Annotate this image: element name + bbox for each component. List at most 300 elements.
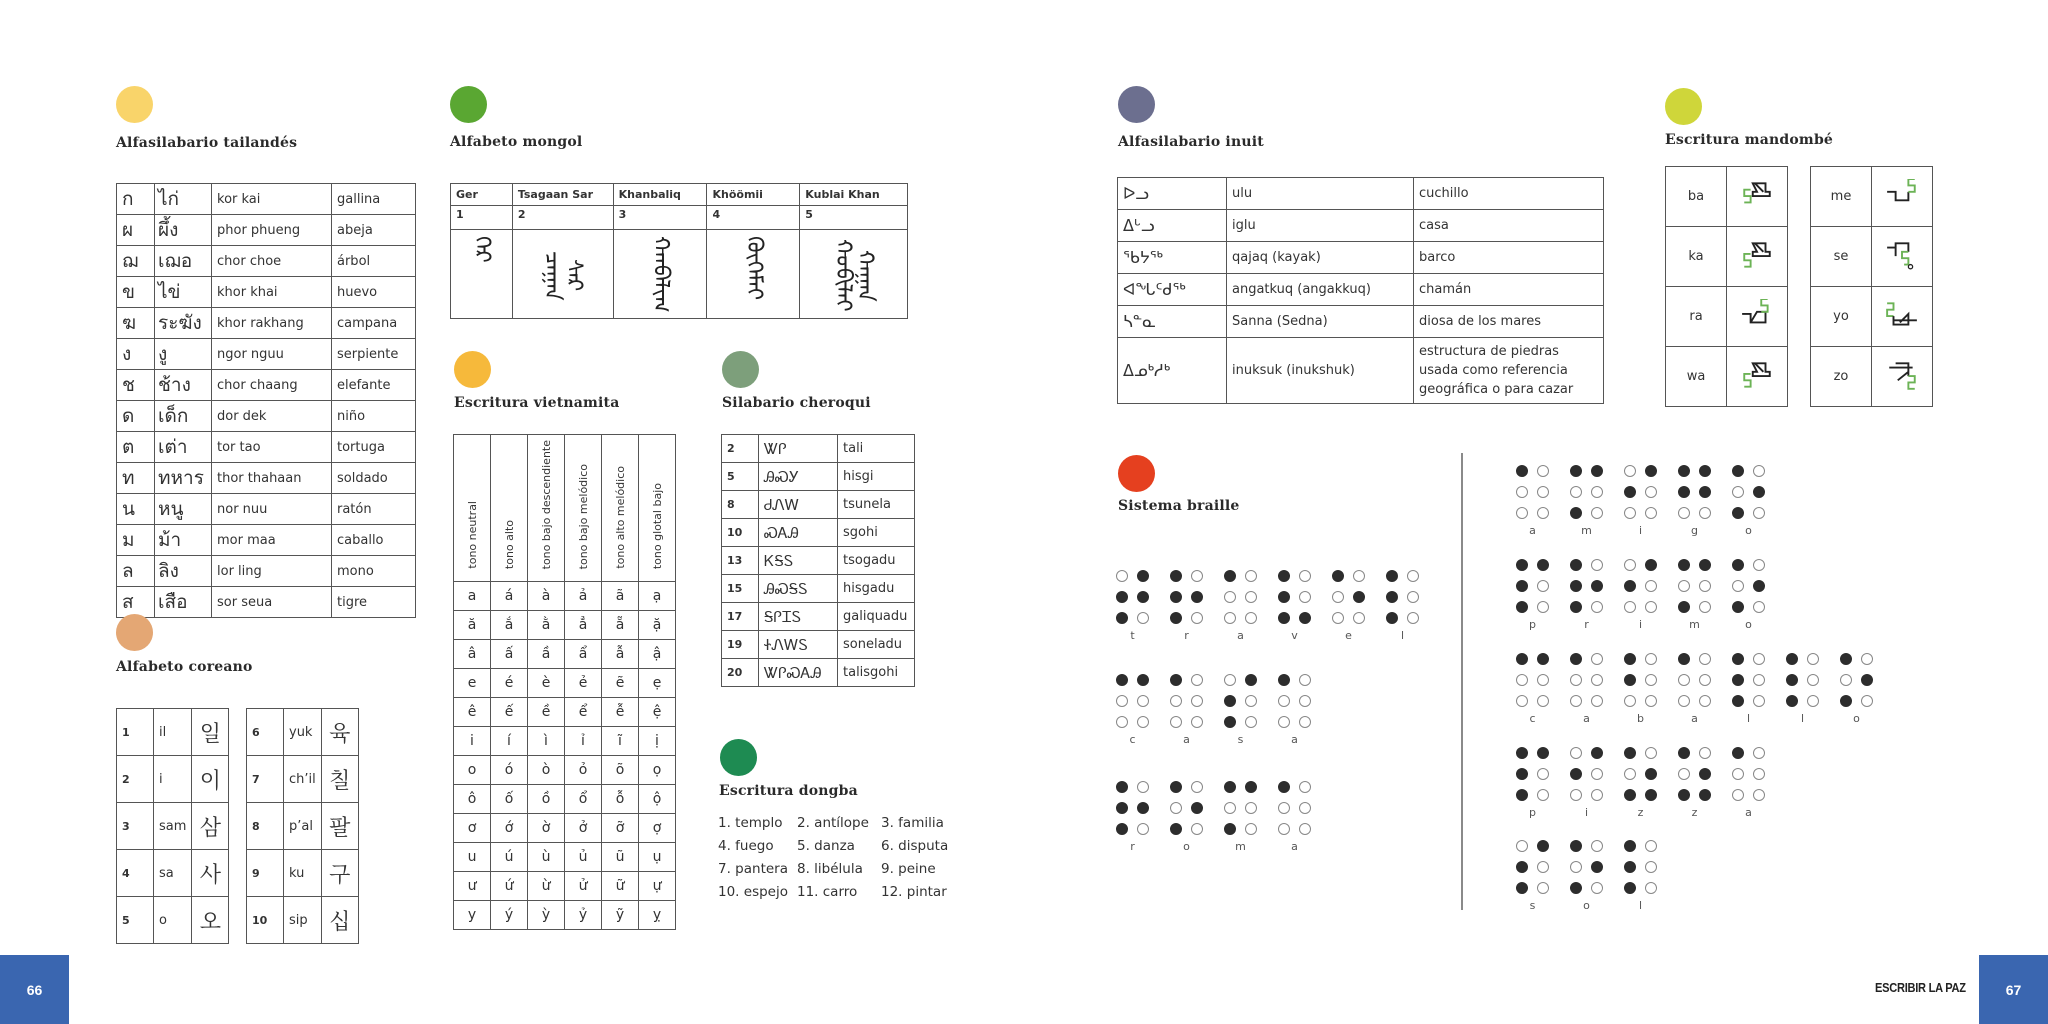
inuit-syllabics: ᖃᔭᖅ [1118,242,1227,274]
braille-dot-flat [1624,768,1636,780]
braille-dot-raised [1516,861,1528,873]
mongol-script-row [451,230,908,319]
braille-dot-flat [1537,601,1549,613]
dongba-item: 10. espejo [718,884,788,900]
braille-dot-raised [1624,653,1636,665]
braille-dot-raised [1699,559,1711,571]
braille-dot-raised [1570,768,1582,780]
mandombe-syllable: ka [1666,227,1727,287]
mandombe-syllable: zo [1811,347,1872,407]
braille-cell [1278,781,1332,853]
vietnam-tone-label: tono bajo descendiente [539,439,553,569]
vietnam-vowel: ễ [602,698,639,727]
braille-dot-raised [1170,570,1182,582]
vietnam-tone-label: tono neutral [465,501,479,569]
mandombe-row [1811,167,1933,227]
vietnam-vowel: ừ [528,872,565,901]
braille-dot-flat [1591,840,1603,852]
thai-letter: ผ [117,215,155,246]
braille-dot-flat [1516,840,1528,852]
braille-letter: o [1583,899,1590,912]
braille-divider [1461,453,1463,910]
cherokee-syllabary: ᏧᏁᎳ [759,491,838,519]
braille-dot-flat [1645,580,1657,592]
mongol-number: 2 [512,206,613,230]
mongol-word-header: Kublai Khan [800,184,908,206]
vietnam-vowel: ể [565,698,602,727]
inuit-meaning: chamán [1414,274,1604,306]
braille-letter: o [1745,618,1752,631]
braille-dot-raised [1386,612,1398,624]
vietnam-vowel: ủ [565,843,602,872]
braille-letter: m [1689,618,1700,631]
thai-row [117,370,416,401]
braille-dot-flat [1224,591,1236,603]
braille-dot-grid [1678,465,1711,519]
braille-letter: p [1529,618,1536,631]
vietnam-row [454,843,676,872]
braille-dot-flat [1861,695,1873,707]
braille-letter: a [1691,712,1698,725]
mongol-script: ᠬᠤᠪᠢᠯᠠᠢ ᠬᠠᠭᠠᠨ [830,239,878,312]
braille-dot-grid [1516,840,1549,894]
korean-number: 9 [247,850,284,897]
vietnam-vowel: ề [528,698,565,727]
braille-cell [1678,559,1732,631]
mandombe-glyph-cell [1872,167,1933,227]
braille-cell [1624,653,1678,725]
braille-dot-flat [1678,507,1690,519]
braille-dot-flat [1299,570,1311,582]
braille-dot-flat [1570,674,1582,686]
inuit-title: Alfasilabario inuit [1118,134,1264,150]
vietnam-row [454,901,676,930]
braille-dot-flat [1624,601,1636,613]
thai-letter: ฌ [117,246,155,277]
braille-dot-flat [1570,486,1582,498]
braille-letter: p [1529,806,1536,819]
braille-cell [1624,840,1678,912]
korean-number: 6 [247,709,284,756]
braille-letter: l [1746,712,1751,725]
korean-hangul: 구 [321,850,358,897]
braille-dot-flat [1570,695,1582,707]
braille-dot-grid [1570,653,1603,707]
cherokee-number: 5 [722,463,759,491]
vietnam-vowel: y [454,901,491,930]
braille-dot-raised [1591,747,1603,759]
braille-dot-grid [1516,747,1549,801]
inuit-word: Sanna (Sedna) [1227,306,1414,338]
braille-dot-grid [1516,653,1549,707]
korean-romanization: il [154,709,192,756]
vietnam-vowel: ứ [491,872,528,901]
braille-dot-raised [1224,716,1236,728]
vietnam-vowel: ỏ [565,756,602,785]
korean-row [117,709,229,756]
braille-letter: z [1691,806,1698,819]
vietnam-vowel: ò [528,756,565,785]
dongba-item: 11. carro [797,884,858,900]
thai-row [117,463,416,494]
braille-cell [1170,781,1224,853]
mongol-word-header: Khöömii [707,184,800,206]
braille-letter: o [1745,524,1752,537]
vietnam-row [454,669,676,698]
korean-romanization: p’al [284,803,322,850]
thai-row [117,277,416,308]
vietnam-vowel: ý [491,901,528,930]
cherokee-number: 17 [722,603,759,631]
vietnam-vowel: ữ [602,872,639,901]
thai-title: Alfasilabario tailandés [116,135,298,151]
korean-hangul: 오 [192,897,229,944]
dongba-item: 9. peine [881,861,936,877]
braille-dot-raised [1570,559,1582,571]
braille-dot-flat [1645,840,1657,852]
vietnam-vowel: ẳ [565,611,602,640]
thai-transliteration: lor ling [212,556,332,587]
braille-dot-raised [1278,612,1290,624]
mandombe-syllable: ra [1666,287,1727,347]
braille-dot-flat [1278,716,1290,728]
cherokee-syllabary: ᎯᏍᎦᏚ [759,575,838,603]
mandombe-row [1811,347,1933,407]
braille-letter: l [1400,629,1405,642]
inuit-syllabics: ᐃᒡᓗ [1118,210,1227,242]
braille-cell [1570,747,1624,819]
braille-cell [1732,465,1786,537]
braille-letter: o [1183,840,1190,853]
braille-dot-flat [1699,747,1711,759]
braille-dot-grid [1570,840,1603,894]
korean-number: 7 [247,756,284,803]
thai-word: ช้าง [155,370,212,401]
vietnam-row [454,640,676,669]
braille-dot-raised [1278,570,1290,582]
braille-dot-raised [1516,653,1528,665]
braille-dot-raised [1678,653,1690,665]
thai-letter: ล [117,556,155,587]
inuit-table [1117,177,1604,404]
braille-cell [1678,747,1732,819]
braille-letter: a [1291,733,1298,746]
braille-dot-flat [1537,789,1549,801]
korean-romanization: ku [284,850,322,897]
braille-dot-raised [1516,768,1528,780]
inuit-color-dot [1118,86,1155,123]
korean-romanization: sam [154,803,192,850]
braille-cell [1624,465,1678,537]
braille-cell [1516,840,1570,912]
braille-dot-flat [1137,823,1149,835]
braille-dot-flat [1645,601,1657,613]
thai-word: ทหาร [155,463,212,494]
vietnam-title: Escritura vietnamita [454,395,620,411]
cherokee-transliteration: hisgi [838,463,915,491]
braille-dot-flat [1537,882,1549,894]
mandombe-glyph [1740,239,1774,271]
mandombe-glyph-cell [1727,287,1788,347]
vietnam-vowel: ự [639,872,676,901]
cherokee-row [722,603,915,631]
mongol-script-cell [707,230,800,319]
braille-dot-raised [1170,823,1182,835]
vietnam-vowel: u [454,843,491,872]
braille-dot-flat [1591,601,1603,613]
braille-word [1516,840,1678,912]
braille-dot-flat [1191,612,1203,624]
braille-dot-flat [1299,802,1311,814]
braille-dot-flat [1645,507,1657,519]
thai-meaning: serpiente [332,339,416,370]
braille-dot-grid [1332,570,1365,624]
braille-dot-raised [1570,653,1582,665]
inuit-syllabics: ᐃᓄᒃᓱᒃ [1118,338,1227,404]
vietnam-row [454,785,676,814]
vietnam-tone-header [491,435,528,582]
vietnam-vowel: ì [528,727,565,756]
braille-cell [1678,653,1732,725]
thai-meaning: caballo [332,525,416,556]
braille-dot-grid [1624,559,1657,613]
braille-cell [1570,653,1624,725]
thai-meaning: tortuga [332,432,416,463]
braille-letter: a [1183,733,1190,746]
thai-letter: น [117,494,155,525]
mandombe-glyph [1885,179,1919,211]
vietnam-vowel: ú [491,843,528,872]
braille-cell [1116,570,1170,642]
braille-dot-grid [1624,747,1657,801]
mongol-color-dot [450,86,487,123]
braille-dot-flat [1170,695,1182,707]
braille-word [1516,747,1786,819]
braille-dot-flat [1645,674,1657,686]
braille-dot-flat [1753,747,1765,759]
thai-row [117,525,416,556]
braille-dot-flat [1678,674,1690,686]
cherokee-syllabary: ᏔᎵᏍᎪᎯ [759,659,838,687]
braille-dot-raised [1516,465,1528,477]
inuit-word: inuksuk (inukshuk) [1227,338,1414,404]
braille-dot-grid [1678,559,1711,613]
braille-word [1516,465,1786,537]
braille-cell [1570,465,1624,537]
thai-transliteration: chor choe [212,246,332,277]
vietnam-row [454,698,676,727]
mandombe-glyph-cell [1872,227,1933,287]
cherokee-number: 13 [722,547,759,575]
braille-dot-raised [1170,612,1182,624]
thai-word: ไข่ [155,277,212,308]
braille-dot-flat [1591,789,1603,801]
braille-letter: i [1638,618,1643,631]
thai-row [117,308,416,339]
braille-dot-flat [1732,768,1744,780]
braille-dot-flat [1278,695,1290,707]
vietnam-vowel: è [528,669,565,698]
braille-dot-flat [1591,559,1603,571]
mandombe-row [1811,227,1933,287]
page-number-right: 67 [1979,955,2048,1024]
vietnam-row [454,727,676,756]
vietnam-tone-header [565,435,602,582]
braille-letter: o [1853,712,1860,725]
braille-dot-grid [1116,570,1149,624]
mongol-number: 3 [613,206,707,230]
braille-cell [1170,570,1224,642]
braille-dot-flat [1753,653,1765,665]
inuit-syllabics: ᓴᓐᓇ [1118,306,1227,338]
vietnam-vowel: ộ [639,785,676,814]
braille-letter: r [1584,618,1589,631]
braille-dot-raised [1624,789,1636,801]
cherokee-number: 10 [722,519,759,547]
vietnam-vowel: ẩ [565,640,602,669]
braille-dot-raised [1753,486,1765,498]
braille-dot-raised [1116,612,1128,624]
braille-dot-raised [1840,695,1852,707]
mongol-script-cell [512,230,613,319]
braille-dot-grid [1786,653,1819,707]
braille-dot-flat [1732,580,1744,592]
braille-cell [1116,674,1170,746]
braille-dot-raised [1516,747,1528,759]
mandombe-syllable: wa [1666,347,1727,407]
braille-dot-flat [1807,695,1819,707]
braille-dot-raised [1570,840,1582,852]
braille-cell [1732,559,1786,631]
vietnam-vowel: ầ [528,640,565,669]
mandombe-glyph [1885,239,1919,271]
thai-word: เสือ [155,587,212,618]
braille-dot-raised [1570,601,1582,613]
cherokee-transliteration: galiquadu [838,603,915,631]
braille-dot-grid [1224,674,1257,728]
braille-dot-flat [1299,674,1311,686]
mandombe-table-left [1665,166,1788,407]
mandombe-syllable: ba [1666,167,1727,227]
thai-letter: ด [117,401,155,432]
korean-row [247,850,359,897]
braille-dot-raised [1278,781,1290,793]
vietnam-vowel: á [491,582,528,611]
vietnam-row [454,814,676,843]
vietnam-vowel: ẻ [565,669,602,698]
braille-cell [1516,747,1570,819]
braille-dot-grid [1570,465,1603,519]
korean-number: 3 [117,803,154,850]
braille-dot-flat [1645,486,1657,498]
braille-dot-raised [1732,695,1744,707]
thai-transliteration: khor rakhang [212,308,332,339]
braille-dot-raised [1537,559,1549,571]
thai-row [117,587,416,618]
braille-dot-flat [1224,802,1236,814]
korean-hangul: 이 [192,756,229,803]
braille-dot-flat [1245,695,1257,707]
braille-cell [1224,570,1278,642]
braille-dot-flat [1137,612,1149,624]
book-title: ESCRIBIR LA PAZ [1875,980,1966,995]
braille-dot-flat [1591,674,1603,686]
braille-dot-flat [1699,580,1711,592]
inuit-row [1118,210,1604,242]
thai-meaning: árbol [332,246,416,277]
braille-dot-raised [1278,674,1290,686]
braille-word [1116,570,1440,642]
cherokee-row [722,631,915,659]
mandombe-title: Escritura mandombé [1665,132,1834,148]
korean-row [117,756,229,803]
mongol-script-cell [800,230,908,319]
braille-dot-flat [1624,695,1636,707]
vietnam-vowel: õ [602,756,639,785]
braille-cell [1732,747,1786,819]
vietnam-vowel: ọ [639,756,676,785]
braille-dot-raised [1137,570,1149,582]
braille-cell [1278,674,1332,746]
braille-dot-grid [1278,674,1311,728]
mongol-number-row [451,206,908,230]
braille-dot-raised [1224,570,1236,582]
korean-row [117,897,229,944]
braille-dot-raised [1678,789,1690,801]
vietnam-vowel: ĩ [602,727,639,756]
vietnam-vowel: a [454,582,491,611]
thai-word: ไก่ [155,184,212,215]
thai-letter: ต [117,432,155,463]
braille-dot-raised [1678,559,1690,571]
vietnam-tone-label: tono bajo melódico [576,463,590,569]
thai-row [117,184,416,215]
braille-dot-flat [1137,781,1149,793]
mandombe-glyph-cell [1727,167,1788,227]
braille-cell [1516,465,1570,537]
vietnam-vowel: ậ [639,640,676,669]
dongba-item: 3. familia [881,815,944,831]
braille-dot-flat [1245,716,1257,728]
inuit-row [1118,242,1604,274]
dongba-item: 12. pintar [881,884,947,900]
cherokee-color-dot [722,351,759,388]
vietnam-vowel: ỡ [602,814,639,843]
thai-row [117,215,416,246]
mongol-title: Alfabeto mongol [450,134,583,150]
thai-transliteration: khor khai [212,277,332,308]
braille-dot-flat [1245,802,1257,814]
braille-dot-flat [1753,507,1765,519]
thai-meaning: campana [332,308,416,339]
braille-dot-raised [1732,674,1744,686]
braille-dot-raised [1537,747,1549,759]
braille-dot-flat [1624,559,1636,571]
korean-hangul: 십 [321,897,358,944]
cherokee-transliteration: tali [838,435,915,463]
braille-dot-raised [1170,591,1182,603]
braille-dot-flat [1516,674,1528,686]
mongol-word-header: Khanbaliq [613,184,707,206]
braille-dot-raised [1624,840,1636,852]
vietnam-vowel: ắ [491,611,528,640]
vietnam-vowel: ỵ [639,901,676,930]
braille-dot-flat [1299,591,1311,603]
vietnam-vowel: ẵ [602,611,639,640]
korean-romanization: sip [284,897,322,944]
mongol-script: ᠬᠦᠭᠡᠮᠡᠢ [741,236,767,301]
cherokee-row [722,435,915,463]
